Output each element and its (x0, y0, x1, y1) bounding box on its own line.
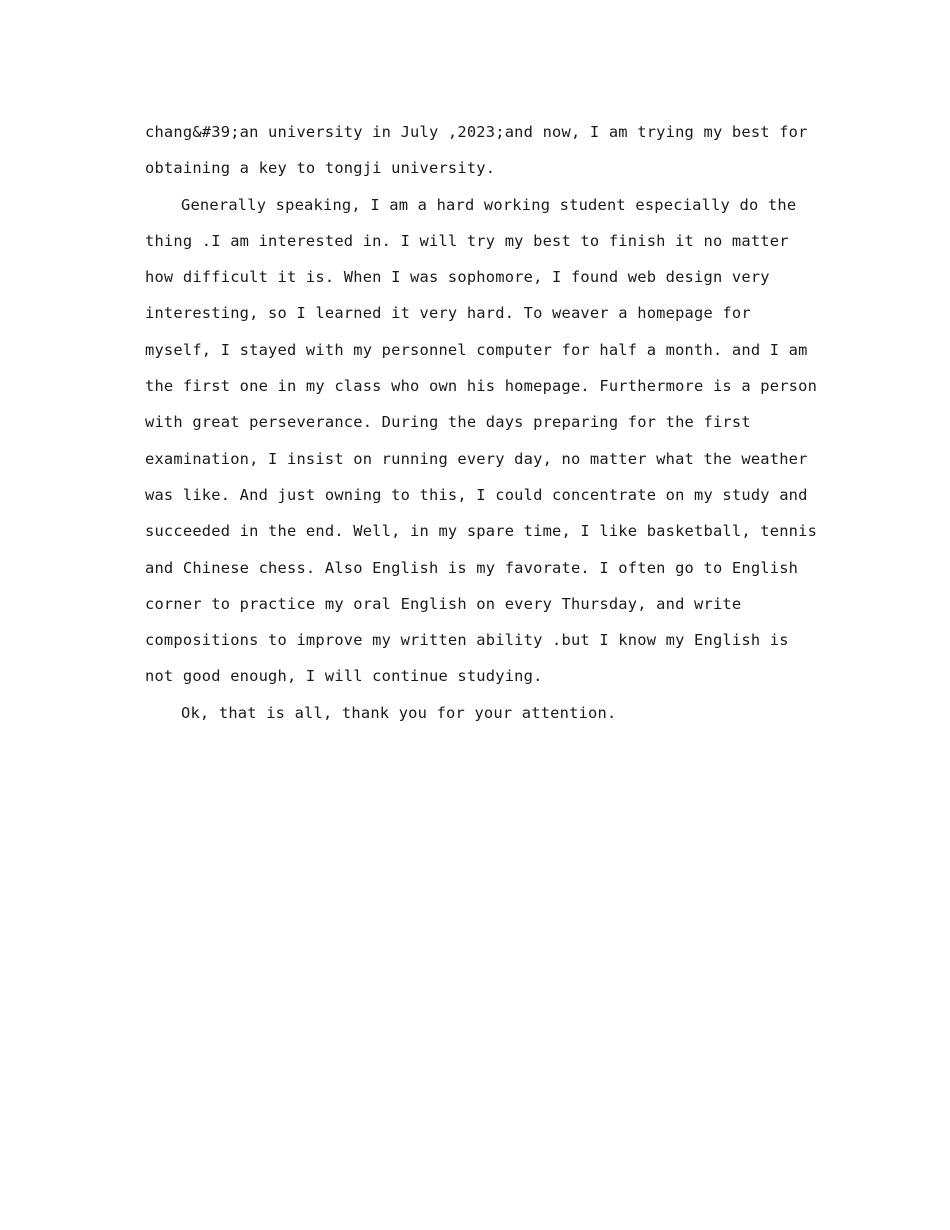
text-line: the first one in my class who own his homepage. Furthermore is a person (145, 377, 818, 396)
paragraph-2 (145, 187, 818, 695)
text-line: Generally speaking, I am a hard working student especially do the (181, 195, 797, 214)
text-line: compositions to improve my written ability .but I know my English is (145, 631, 789, 650)
text-line: chang&#39;an university in July ,2023;and now, I am trying my best for (145, 123, 808, 141)
text-line: with great perseverance. During the days preparing for the first (145, 413, 751, 432)
text-line: obtaining a key to tongji university. (145, 159, 496, 178)
text-line: not good enough, I will continue studying. (145, 667, 543, 686)
text-line: myself, I stayed with my personnel computer for half a month. and I am (145, 340, 808, 359)
text-line: thing .I am interested in. I will try my best to finish it no matter (145, 231, 789, 250)
paragraph-1 (145, 114, 815, 187)
text-line: corner to practice my oral English on every Thursday, and write (145, 594, 742, 613)
text-line: examination, I insist on running every day, no matter what the weather (145, 449, 808, 468)
text-line: and Chinese chess. Also English is my favorate. I often go to English (145, 558, 799, 577)
text-line: succeeded in the end. Well, in my spare time, I like basketball, tennis (145, 522, 818, 541)
text-line: how difficult it is. When I was sophomore, I found web design very (145, 268, 770, 287)
text-line: interesting, so I learned it very hard. To weaver a homepage for (145, 304, 751, 323)
text-line: Ok, that is all, thank you for your attention. (181, 703, 617, 722)
document-body (145, 114, 818, 731)
paragraph-3 (145, 695, 815, 731)
text-line: was like. And just owning to this, I could concentrate on my study and (145, 485, 808, 504)
